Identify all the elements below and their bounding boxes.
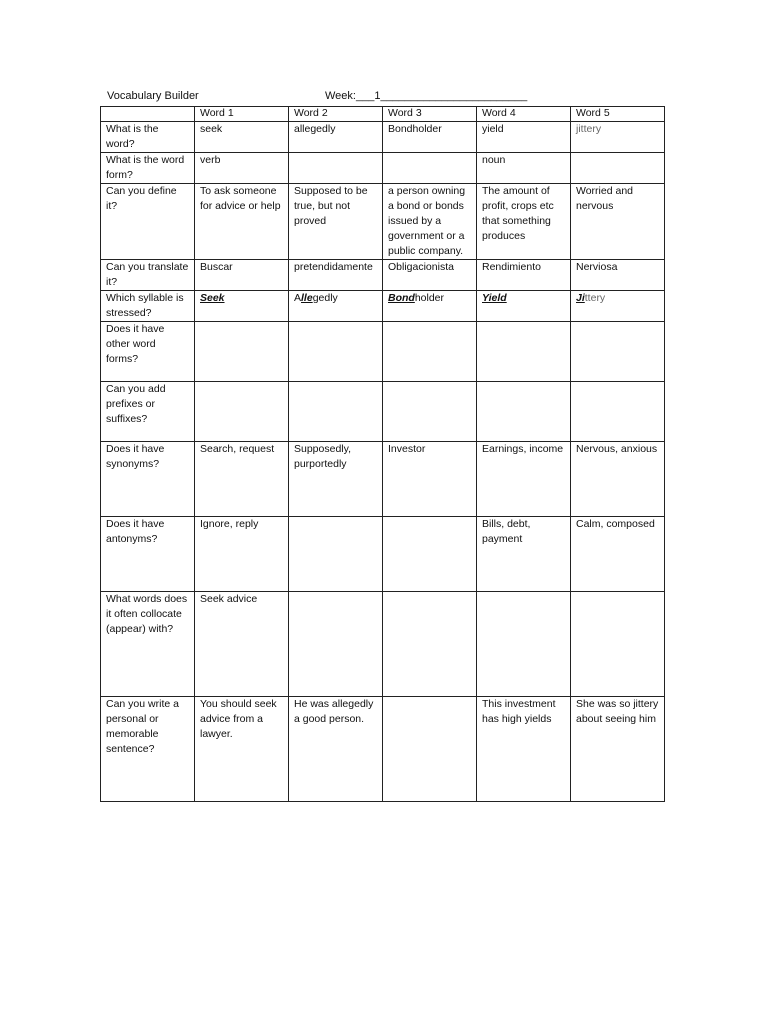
answer-cell: Rendimiento — [477, 260, 571, 291]
answer-cell — [383, 322, 477, 382]
answer-cell: yield — [477, 122, 571, 153]
answer-cell — [383, 697, 477, 802]
answer-cell: Calm, composed — [571, 517, 665, 592]
header-cell-word-3: Word 3 — [383, 107, 477, 122]
stressed-syllable: lle — [301, 292, 313, 304]
table-row — [101, 153, 665, 184]
question-cell: Can you translate it? — [101, 260, 195, 291]
answer-cell: To ask someone for advice or help — [195, 184, 289, 260]
week-field: Week:___1________________________ — [325, 90, 528, 102]
question-cell: Can you write a personal or memorable sentence? — [101, 697, 195, 802]
table-row — [101, 517, 665, 592]
answer-cell: Nerviosa — [571, 260, 665, 291]
answer-cell: Bondholder — [383, 122, 477, 153]
worksheet-title: Vocabulary Builder — [107, 90, 199, 102]
answer-cell: Seek advice — [195, 592, 289, 697]
table-row — [101, 442, 665, 517]
table-header-row — [101, 107, 665, 122]
answer-cell — [383, 382, 477, 442]
table-row — [101, 322, 665, 382]
table-row — [101, 260, 665, 291]
answer-cell: Buscar — [195, 260, 289, 291]
answer-cell: Obligacionista — [383, 260, 477, 291]
question-cell: Does it have other word forms? — [101, 322, 195, 382]
answer-cell — [571, 322, 665, 382]
answer-cell: Supposedly, purportedly — [289, 442, 383, 517]
header-cell-word-1: Word 1 — [195, 107, 289, 122]
answer-cell — [289, 382, 383, 442]
table-row — [101, 592, 665, 697]
table-row — [101, 697, 665, 802]
question-cell: What is the word? — [101, 122, 195, 153]
question-cell: Does it have synonyms? — [101, 442, 195, 517]
question-cell: Can you define it? — [101, 184, 195, 260]
header-cell-blank — [101, 107, 195, 122]
answer-cell: He was allegedly a good person. — [289, 697, 383, 802]
header-cell-word-2: Word 2 — [289, 107, 383, 122]
answer-cell: This investment has high yields — [477, 697, 571, 802]
answer-cell — [477, 322, 571, 382]
answer-cell: jittery — [571, 122, 665, 153]
unstressed-part: gedly — [312, 292, 338, 304]
answer-cell — [289, 153, 383, 184]
answer-cell — [195, 382, 289, 442]
answer-cell: seek — [195, 122, 289, 153]
answer-cell: Earnings, income — [477, 442, 571, 517]
header-cell-word-4: Word 4 — [477, 107, 571, 122]
answer-cell — [571, 291, 665, 322]
answer-cell: The amount of profit, crops etc that something produces — [477, 184, 571, 260]
answer-cell — [195, 322, 289, 382]
answer-cell: Search, request — [195, 442, 289, 517]
stressed-syllable: Seek — [200, 292, 225, 304]
table-row — [101, 291, 665, 322]
question-cell: What is the word form? — [101, 153, 195, 184]
answer-cell — [289, 322, 383, 382]
answer-cell — [289, 592, 383, 697]
answer-cell — [383, 153, 477, 184]
answer-cell — [571, 153, 665, 184]
unstressed-part: holder — [414, 292, 445, 304]
unstressed-part: A — [294, 292, 302, 304]
answer-cell: Worried and nervous — [571, 184, 665, 260]
answer-cell — [195, 291, 289, 322]
answer-cell: Investor — [383, 442, 477, 517]
answer-cell — [477, 291, 571, 322]
question-cell: Which syllable is stressed? — [101, 291, 195, 322]
answer-cell: She was so jittery about seeing him — [571, 697, 665, 802]
answer-cell: You should seek advice from a lawyer. — [195, 697, 289, 802]
table-row — [101, 382, 665, 442]
table-row — [101, 184, 665, 260]
unstressed-part: ttery — [584, 292, 606, 304]
answer-cell: Nervous, anxious — [571, 442, 665, 517]
question-cell: Can you add prefixes or suffixes? — [101, 382, 195, 442]
stressed-syllable: Bond — [388, 292, 415, 304]
answer-cell: Ignore, reply — [195, 517, 289, 592]
stressed-syllable: Yield — [482, 292, 507, 304]
stressed-syllable: Ji — [576, 292, 585, 304]
question-cell: What words does it often collocate (appear) with? — [101, 592, 195, 697]
answer-cell — [289, 517, 383, 592]
answer-cell — [383, 291, 477, 322]
table-row — [101, 122, 665, 153]
answer-cell — [571, 592, 665, 697]
header-cell-word-5: Word 5 — [571, 107, 665, 122]
answer-cell — [477, 382, 571, 442]
vocabulary-table — [100, 106, 665, 802]
answer-cell — [571, 382, 665, 442]
answer-cell — [383, 592, 477, 697]
worksheet-header — [107, 90, 667, 106]
answer-cell — [383, 517, 477, 592]
question-cell: Does it have antonyms? — [101, 517, 195, 592]
answer-cell: Supposed to be true, but not proved — [289, 184, 383, 260]
answer-cell — [289, 291, 383, 322]
answer-cell: pretendidamente — [289, 260, 383, 291]
answer-cell: a person owning a bond or bonds issued by a government or a public company. — [383, 184, 477, 260]
answer-cell: noun — [477, 153, 571, 184]
answer-cell: Bills, debt, payment — [477, 517, 571, 592]
answer-cell — [477, 592, 571, 697]
answer-cell: allegedly — [289, 122, 383, 153]
answer-cell: verb — [195, 153, 289, 184]
